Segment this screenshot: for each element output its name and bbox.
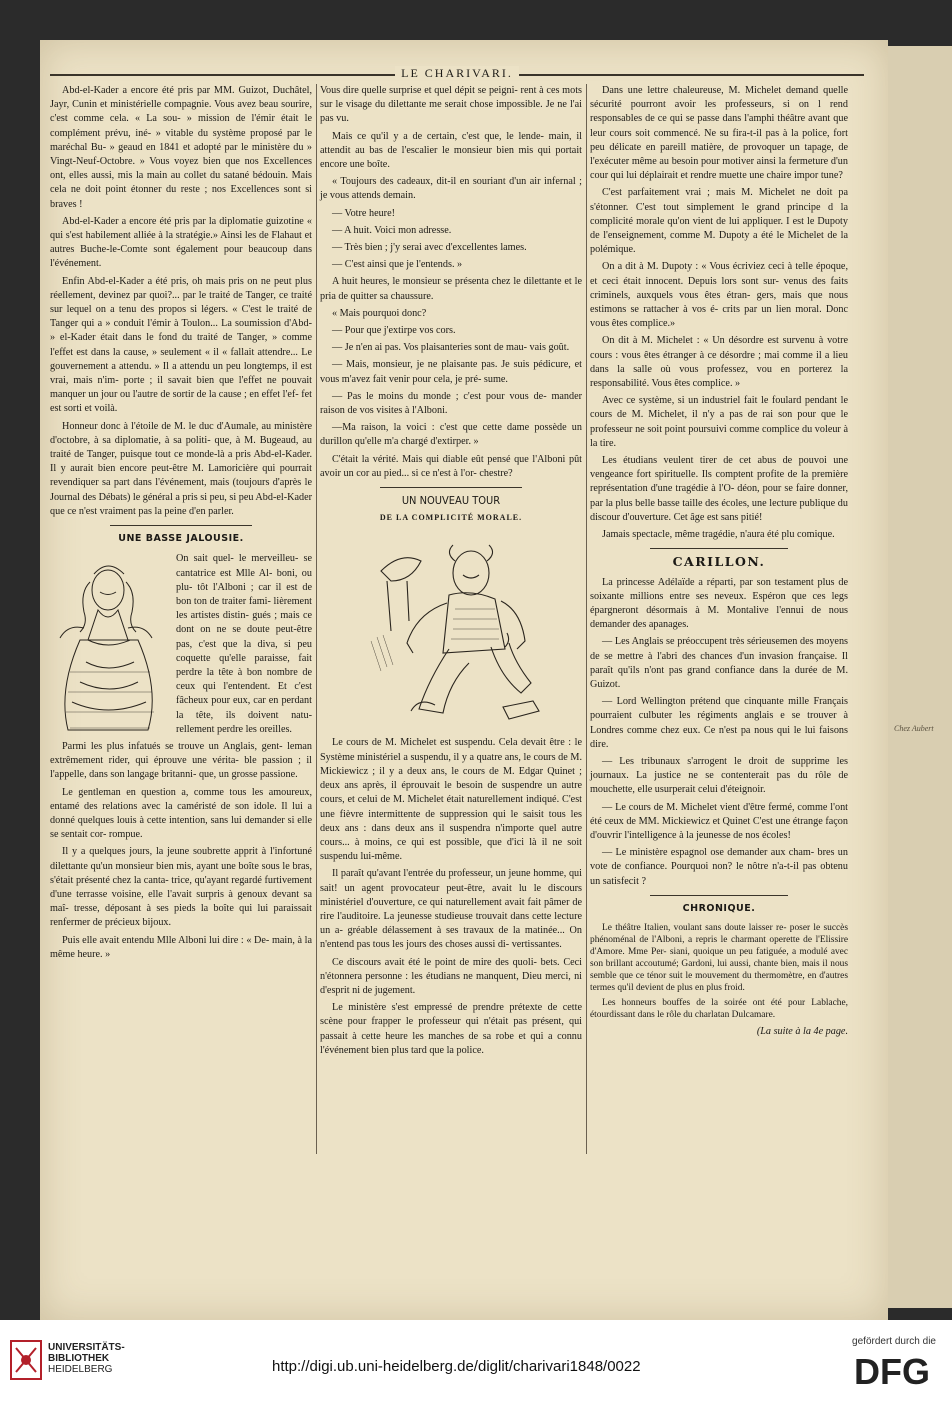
col2-para: — Très bien ; j'y serai avec d'excellentes lames. <box>332 242 527 254</box>
col3-para: Les étudians veulent tirer de cet abus de pouvoi une vengeance fort spirituelle. Ils comptent profite de la première représentation d'une tragédie à l'O- déon, pour se faire donner, par la plus belle basse taille des écoles, une lecture publique du discour d'ouverture. Cet âge est sans pitié! <box>590 455 848 523</box>
col2-para: —Ma raison, la voici : c'est que cette dame possède un durillon qu'elle m'a chargé d'extirper. » <box>320 422 582 448</box>
col3-para: C'est parfaitement vrai ; mais M. Michelet ne doit pa s'étonner. C'est tout simplement le grand principe d la complicité morale qu'on vient de lui appliquer. I est le Dupoty de l'enseignement, comme M. Dupoty a été le Michelet de la polémique. <box>590 187 848 256</box>
col2-para: — Pas le moins du monde ; c'est pour vous de- mander raison de vos visites à l'Alboni. <box>320 390 582 417</box>
col3-para: — Lord Wellington prétend que cinquante mille Français pourraient culbuter les régiments anglais e se trouver à Londres comme chez eux. Ce n'est pa nous qui le lui faisons dire. <box>590 696 848 750</box>
heading-nouveau-tour: UN NOUVEAU TOUR <box>401 494 501 508</box>
col2-para: — Je n'en ai pas. Vos plaisanteries sont de mau- vais goût. <box>332 342 570 354</box>
col3-para: — Le ministère espagnol ose demander aux cham- bres un vote de confiance. Pourquoi non? le nôtre n'a-t-il pas obtenu un satisfecit ? <box>590 847 848 887</box>
section-divider <box>380 487 522 488</box>
col3-para: — Les Anglais se préoccupent très sérieusemen des moyens de se mettre à l'abri des chances d'un invasion française. Il paraît qu'ils n'ont pas grand confiance dans la durée de M. Guizot. <box>590 636 848 690</box>
institution-line-3: HEIDELBERG <box>48 1364 113 1375</box>
col1-para: Le gentleman en question a, comme tous les amoureux, entamé des relations avec la caméristé de son idole. Il lui a donné quelques louis à cette intention, sans lui demander si elle se sentait cor- rompue. <box>50 786 312 841</box>
col2-para: Le ministère s'est empressé de prendre prétexte de cette scène pour frapper le professeur qui n'était pas présent, qui passait à cette heure les manches de sa robe et qui a connu l'événement bien plus tard que la police. <box>320 1002 582 1056</box>
col3-para: Jamais spectacle, même tragédie, n'aura été plu comique. <box>602 529 835 541</box>
col3-para: — Le cours de M. Michelet vient d'être fermé, comme l'ont été ceux de MM. Mickiewicz et Quinet C'est une étrange façon d'ouvrir l'intelligence à la jeunesse de nos écoles! <box>590 801 848 841</box>
col3-para: On dit à M. Michelet : « Un désordre est survenu à votre cours : vous êtes étranger à ce désordre ; mai comme il a lieu dans la salle où vous professez, vou en porterez la responsabilité. Vous êtes complice. » <box>590 335 848 390</box>
heading-basse-jalousie: UNE BASSE JALOUSIE. <box>118 533 244 545</box>
heading-carillon: CARILLON. <box>672 554 766 570</box>
permalink-url[interactable]: http://digi.ub.uni-heidelberg.de/diglit/charivari1848/0022 <box>272 1358 641 1375</box>
col3-para: On a dit à M. Dupoty : « Vous écriviez ceci à telle époque, et ceci était innocent. Depuis lors sont sur- venus des faits criminels, auxquels vous êtes étran- gers, mais que nous estimons se rattacher à vos é- crits par un lien moral. Donc vous êtes complice.» <box>590 261 848 330</box>
heading-chronique: CHRONIQUE. <box>682 902 756 914</box>
col3-para: La princesse Adélaïde a réparti, par son testament plus de soixante millions entre ses neveux. Espéron que ces legs épargneront désormais à M. Montalive l'ennui de nous demander des apanages. <box>590 576 848 631</box>
funding-label: gefördert durch die <box>852 1336 936 1347</box>
continued-note: (La suite à la 4e page. <box>756 1025 848 1037</box>
col2-para: Il paraît qu'avant l'entrée du professeur, un jeune homme, qui sait! un agent provocateur peut-être, avait lu le discours ministériel d'ouverture, ce qui naturellement avait fait pâmer de rire l'auditoire. La jeunesse studieuse trouvait dans cette lecture un a- gréable délassement à ses travaux de la matinée... On n'entend pas tous les jours des choses aussi di- vertissantes. <box>320 868 582 951</box>
col2-para: — Pour que j'extirpe vos cors. <box>332 325 456 337</box>
viewer-footer <box>0 1320 952 1412</box>
col2-para: Ce discours avait été le point de mire des quoli- bets. Ceci n'étonnera personne : les étudians ne manquent, Dieu merci, ni d'esprit ni de jugement. <box>320 956 582 996</box>
section-divider <box>650 548 788 549</box>
institution-line-1: UNIVERSITÄTS- <box>48 1342 125 1353</box>
col3-para: Avec ce système, si un industriel fait le foulard pendant le cours de M. Michelet, il n'y a pas de rai son pour que le professeur ne soit point poursuivi comme complice du voleur à la tire. <box>590 395 848 449</box>
col2-para: Mais ce qu'il y a de certain, c'est que, le lende- main, il attendit au bas de l'escalier le monsieur bien mis qui portait encore une boîte. <box>320 130 582 171</box>
subheading-complicite-morale: DE LA COMPLICITÉ MORALE. <box>379 513 523 523</box>
university-seal-icon <box>10 1340 42 1380</box>
col3-para: Les honneurs bouffes de la soirée ont été pour Lablache, étourdissant dans le rôle du charlatan Dulcamare. <box>590 997 848 1020</box>
column-rule-1 <box>316 84 317 1154</box>
col2-para: — C'est ainsi que je l'entends. » <box>332 259 463 271</box>
section-divider <box>110 525 252 526</box>
col2-para: « Toujours des cadeaux, dit-il en souriant d'un air infernal ; je vous attends demain. <box>320 176 582 202</box>
col1-para: Il y a quelques jours, la jeune soubrette apprit à l'infortuné dilettante qu'un monsieur bien mis, ayant une boîte sous le bras, s'était présenté chez la canta- trice, qu'ayant regardé furtivement d'une terrasse voisine, elle l'avait surpris à genoux devant sa maî- tresse, déposant à ses pieds la boîte qui lui paraissait renfermer de précieux bijoux. <box>50 846 312 929</box>
col2-para: « Mais pourquoi donc? <box>332 307 427 319</box>
col2-para: — Votre heure! <box>332 207 395 219</box>
col1-para: On sait quel- le merveilleu- se cantatrice est Mlle Al- boni, ou plu- tôt l'Alboni ; car il est de bon ton de traiter fami- lièrement les artistes distin- gués ; mais ce dont on ne se doute peut-être pas, c'est que la diva, si peu coquette qu'elle paraisse, fait perdre la tête à bon nombre de ceux qui l'entendent. Et c'est fâcheux pour eux, car en perdant la tête, ils doivent natu- rellement perdre les oreilles. <box>176 553 312 735</box>
col2-para: Vous dire quelle surprise et quel dépit se peigni- rent à ces mots sur le visage du dilettante me serait chose impossible. Je ne l'ai pas vu. <box>320 85 582 125</box>
adjacent-page-edge <box>888 46 952 1308</box>
masthead <box>50 66 864 81</box>
col2-para: C'était la vérité. Mais qui diable eût pensé que l'Alboni pût avoir un cor au pied... si ce n'est à l'or- chestre? <box>320 453 582 479</box>
masthead-title: LE CHARIVARI. <box>395 66 519 80</box>
side-credit: Chez Aubert <box>894 724 934 733</box>
col3-para: — Les tribunaux s'arrogent le droit de supprime les journaux. La justice ne se contenterait pas du rôle de mouchette, elle usurperait celui d'éteignoir. <box>590 755 848 796</box>
col1-para: Puis elle avait entendu Mlle Alboni lui dire : « De- main, à la même heure. » <box>50 934 312 960</box>
dfg-logo-icon <box>854 1350 938 1390</box>
col1-para: Abd-el-Kader a encore été pris par la diplomatie guizotine « qui s'est habilement alliée à la stratégie.» Ainsi les de Flahaut et autres Buche-le-Comte sont également pour beaucoup dans l'événement. <box>50 215 312 270</box>
dfg-logo-text: DFG <box>854 1351 930 1390</box>
column-2 <box>320 84 582 1061</box>
column-3 <box>590 84 848 1039</box>
section-divider <box>650 895 788 896</box>
alboni-caricature-illustration <box>50 552 168 737</box>
col2-para: — Mais, monsieur, je ne plaisante pas. Je suis pédicure, et vous m'avez fait venir pour cela, je pré- sume. <box>320 359 582 385</box>
col2-para: — A huit. Voici mon adresse. <box>332 224 452 236</box>
col2-para: A huit heures, le monsieur se présenta chez le dilettante et le pria de quitter sa chaussure. <box>320 276 582 302</box>
col1-para: Abd-el-Kader a encore été pris par MM. Guizot, Duchâtel, Jayr, Cunin et ministérielle compagnie. Vous avez beau sourire, c'est comme cela. « La sou- » mission de l'émir était le complément prévu, iné- » vitable du système proposé par le maréchal Bu- » geaud en 1841 et adopté par le ministère du » Vingt-Neuf-Octobre. » Vous voyez bien que nos Excellences ont, elles aussi, mis la main au collet du satané bédouin. Mais cela ne doit point étonner du reste ; nos Excellences sont si braves ! <box>50 85 312 210</box>
col3-para: Le théâtre Italien, voulant sans doute laisser re- poser le succès phénoménal de l'Alboni, a repris le charmant operette de l'Elissire d'Amore. Mme Per- siani, quoique un peu fatiguée, a modulé avec son brillant accoutumé; Gardoni, lui aussi, chante bien, mais il nous semble que ce ténor suit le mouvement du thermomètre, en d'autres termes qu'il devient de plus en plus froid. <box>590 922 848 993</box>
col1-para: Parmi les plus infatués se trouve un Anglais, gent- leman extrêmement rider, qui éprouve une vérita- ble passion ; il l'appelle, dans son langage britanni- que, un grosse passione. <box>50 740 312 781</box>
col3-para: Dans une lettre chaleureuse, M. Michelet demand quelle sécurité pourront avoir les professeurs, si on l rend responsables de ce qui se passe dans l'amphi théâtre avant que leur cours soit commencé. Ne su fira-t-il pas à la police, fort peu délicate en pareill matière, de provoquer un tapage, de l'exécuter même au besoin pour motiver ainsi la fermeture d'un cour qui lui déplairait et rendre muette une chaire impor tune? <box>590 85 848 182</box>
col1-para: Enfin Abd-el-Kader a été pris, oh mais pris on ne peut plus réellement, devinez par quoi?... par le traité de Tanger, ce traité sur lequel on a tenu des propos si légers. « C'est le traité de Tanger qui a » conduit l'émir à Toulon... La soumission d'Abd- » el-Kader était dans le fond du traité de Tanger, » comme l'effet est dans la cause, » seulement « il « fallait attendre... Le gouvernement a attendu. » Il a attendu un peu longtemps, il est vrai, mais n'im- porte ; il savait bien que l'effet ne pouvait manquer un jour ou l'autre de sortir de la cause ; en effet l'ef- fet est sorti et voilà. <box>50 275 312 415</box>
col1-para: Honneur donc à l'étoile de M. le duc d'Aumale, au ministère d'octobre, à sa diplomatie, à sa politi- que, à M. Bugeaud, au traité de Tanger, puisque tout ce monde-là a pris Abd-el-Kader. Il y aurait bien encore peut-être M. Lamoricière qui pourrait revendiquer sa part dans l'événement, mais (toujours d'après le Journal des Débats) le général a pris si peu, si peu Abd-el-Kader que ce n'est vraiment pas la peine d'en parler. <box>50 420 312 517</box>
column-rule-2 <box>586 84 587 1154</box>
institution-name <box>48 1342 125 1375</box>
column-1 <box>50 84 312 965</box>
complicity-engraving-illustration <box>351 531 551 736</box>
col2-para: Le cours de M. Michelet est suspendu. Cela devait être : le Système ministériel a suspendu, il y a quatre ans, le cours de M. Mickiewicz ; il y a deux ans, le cours de M. Edgar Quinet ; deux ans après, il éprouvait le besoin de suspendre un autre cours, et celui de M. Michelet était naturellement indiqué. C'est une fièvre intermittente de suppression qui le saisit tous les deux ans : dans deux ans il suspendra n'importe quel autre cours... à moins, ce qui est possible, que d'ici là il ne soit suspendu lui-même. <box>320 737 582 863</box>
institution-line-2: BIBLIOTHEK <box>48 1353 110 1364</box>
